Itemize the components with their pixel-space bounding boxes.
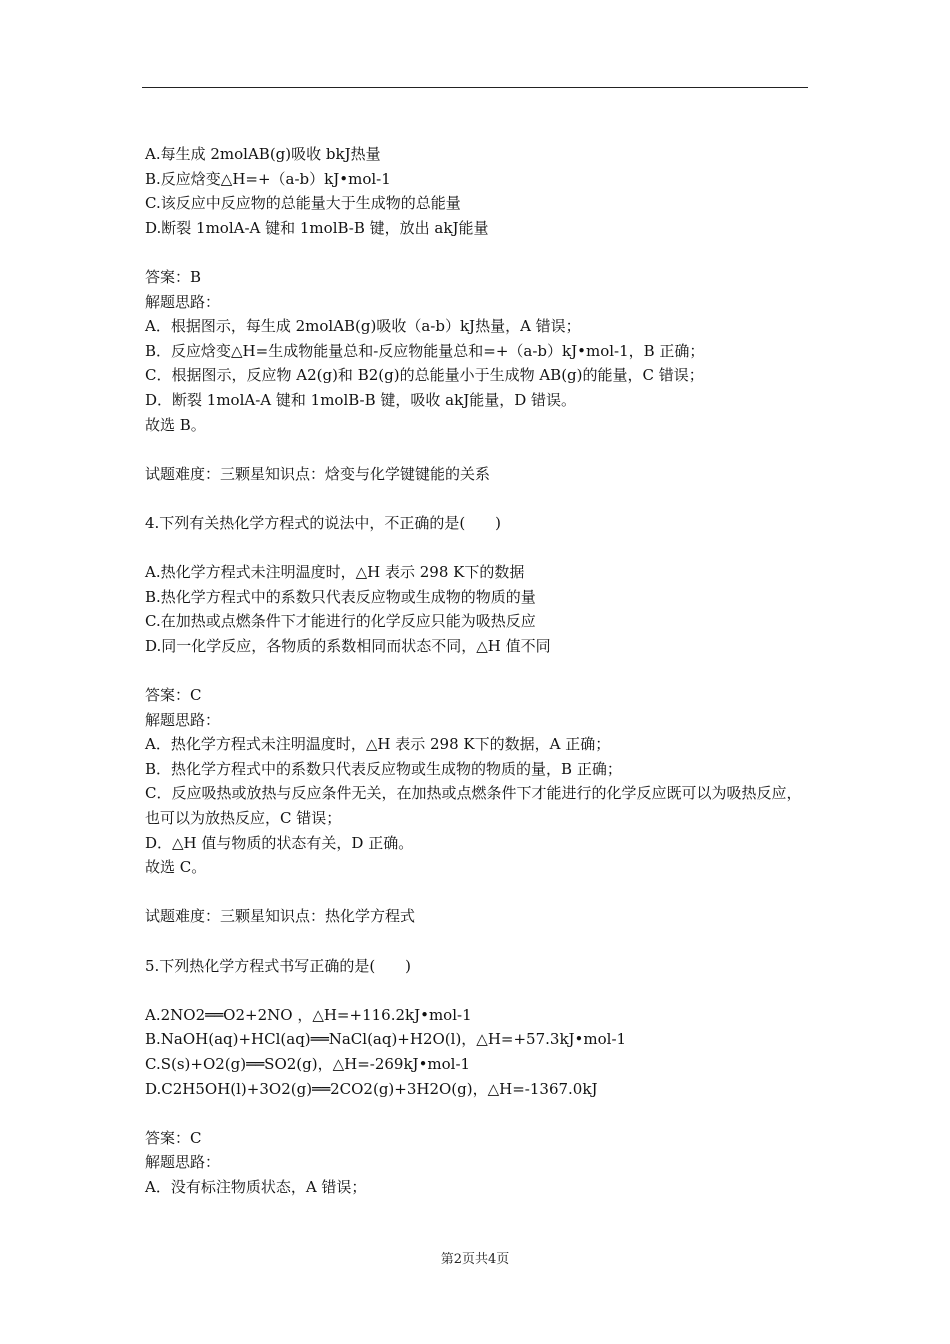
option-b: B.反应焓变△H=+（a-b）kJ•mol-1 [145,169,391,188]
analysis-line: B．热化学方程式中的系数只代表反应物或生成物的物质的量，B 正确； [145,759,622,778]
analysis-line: A．没有标注物质状态，A 错误； [145,1177,367,1196]
question-3-tail [145,142,813,486]
analysis-line: A．根据图示，每生成 2molAB(g)吸收（a-b）kJ热量，A 错误； [145,317,581,336]
option-a: A.2NO2══O2+2NO ，△H=+116.2kJ•mol-1 [145,1005,472,1024]
question-meta: 试题难度：三颗星知识点：焓变与化学键键能的关系 [145,464,491,483]
analysis-line: A．热化学方程式未注明温度时，△H 表示 298 K下的数据，A 正确； [145,735,611,754]
analysis-line: C．反应吸热或放热与反应条件无关，在加热或点燃条件下才能进行的化学反应既可以为吸热反应，也可以为放热反应，C 错误； [145,784,802,828]
option-a: A.热化学方程式未注明温度时，△H 表示 298 K下的数据 [145,563,525,582]
answer: 答案：B [145,267,202,286]
option-b: B.NaOH(aq)+HCl(aq)══NaCl(aq)+H2O(l)，△H=+57.3kJ•mol-1 [145,1030,627,1049]
option-c: C.S(s)+O2(g)══SO2(g)，△H=-269kJ•mol-1 [145,1054,471,1073]
analysis-label: 解题思路： [145,710,221,729]
analysis-label: 解题思路： [145,292,221,311]
analysis-line: B．反应焓变△H=生成物能量总和-反应物能量总和=+（a-b）kJ•mol-1，B 正确； [145,341,705,360]
option-d: D.同一化学反应，各物质的系数相同而状态不同，△H 值不同 [145,636,551,655]
analysis-line: D．断裂 1molA-A 键和 1molB-B 键，吸收 akJ能量，D 错误。 [145,390,577,409]
question-4 [145,511,813,929]
option-b: B.热化学方程式中的系数只代表反应物或生成物的物质的量 [145,587,536,606]
option-d: D.断裂 1molA-A 键和 1molB-B 键，放出 akJ能量 [145,218,489,237]
option-a: A.每生成 2molAB(g)吸收 bkJ热量 [145,145,381,163]
answer: 答案：C [145,1128,202,1147]
question-meta: 试题难度：三颗星知识点：热化学方程式 [145,907,416,926]
header-rule [142,87,808,88]
answer: 答案：C [145,686,202,705]
analysis-line: 故选 B。 [145,415,206,434]
question-5 [145,954,813,1200]
analysis-line: C．根据图示，反应物 A2(g)和 B2(g)的总能量小于生成物 AB(g)的能量，C 错误； [145,366,704,385]
analysis-line: 故选 C。 [145,858,207,877]
question-stem: 5.下列热化学方程式书写正确的是( ) [145,956,412,975]
question-stem: 4.下列有关热化学方程式的说法中，不正确的是( ) [145,513,502,532]
option-d: D.C2H5OH(l)+3O2(g)══2CO2(g)+3H2O(g)，△H=-1367.0kJ [145,1079,598,1098]
analysis-label: 解题思路： [145,1153,221,1172]
document-body [145,142,813,1200]
option-c: C.在加热或点燃条件下才能进行的化学反应只能为吸热反应 [145,612,536,631]
option-c: C.该反应中反应物的总能量大于生成物的总能量 [145,194,461,213]
analysis-line: D．△H 值与物质的状态有关，D 正确。 [145,833,414,852]
page-number: 第2页共4页 [440,1252,510,1267]
